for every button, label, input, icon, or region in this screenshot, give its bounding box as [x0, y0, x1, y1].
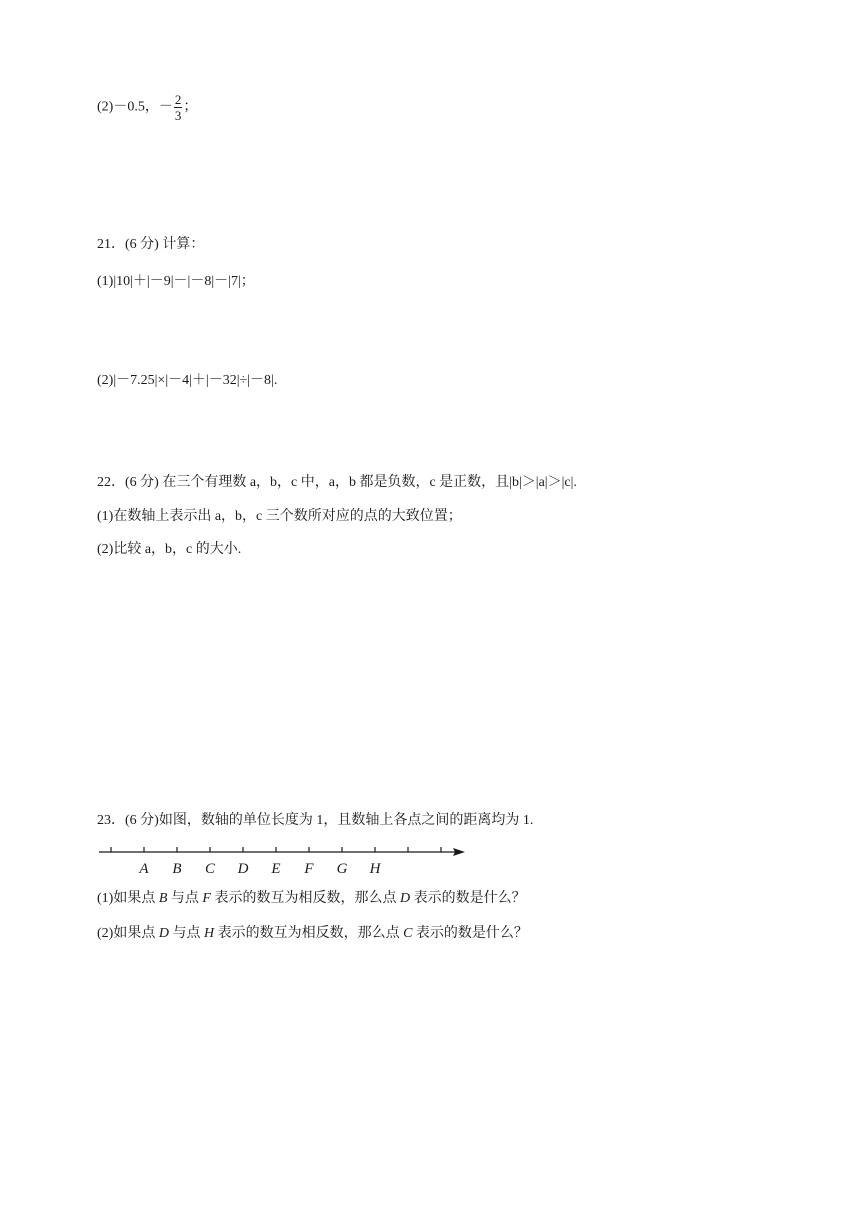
- q20-part2-suffix: ；: [183, 99, 198, 115]
- q23-part1-text: 表示的数互为相反数，那么点: [210, 891, 400, 906]
- q20-part2-prefix: (2)－0.5，－: [97, 99, 173, 115]
- fraction-denominator: 3: [174, 108, 182, 123]
- number-line-label-h: H: [369, 861, 381, 877]
- q21-part1: (1)|10|＋|－9|－|－8|－|7|；: [97, 274, 255, 289]
- q23-part1: [97, 890, 526, 908]
- q23-part1-text: (1)如果点: [97, 891, 159, 906]
- point-h-label: H: [203, 926, 215, 941]
- number-line-ticks: [111, 847, 441, 852]
- q22-part1: (1)在数轴上表示出 a，b，c 三个数所对应的点的大致位置；: [97, 509, 462, 524]
- q23-part2-text: 与点: [168, 926, 204, 941]
- point-d-label: D: [158, 926, 169, 941]
- q20-part2: [97, 92, 197, 123]
- q21-part2: (2)|－7.25|×|－4|＋|－32|÷|－8|.: [97, 373, 278, 388]
- q21-title: 21．(6 分) 计算：: [97, 237, 205, 252]
- number-line-labels: [138, 861, 381, 877]
- q23-part1-text: 表示的数是什么？: [410, 891, 526, 906]
- number-line: [97, 840, 467, 880]
- fraction-numerator: 2: [174, 92, 182, 107]
- point-c-label: C: [403, 926, 413, 941]
- number-line-label-a: A: [139, 861, 149, 877]
- number-line-label-c: C: [204, 861, 216, 877]
- fraction: [174, 92, 183, 123]
- point-d-label: D: [399, 891, 411, 906]
- number-line-label-g: G: [336, 861, 348, 877]
- q22-part2: (2)比较 a，b，c 的大小.: [97, 542, 242, 557]
- q22-title: 22．(6 分) 在三个有理数 a，b，c 中，a，b 都是负数，c 是正数，且|b|＞|a|＞|c|.: [97, 475, 577, 490]
- number-line-label-d: D: [237, 861, 249, 877]
- q23-part2-text: 表示的数是什么？: [412, 926, 528, 941]
- point-f-label: F: [202, 891, 211, 906]
- number-line-label-f: F: [304, 861, 314, 877]
- q23-part2: [97, 925, 528, 943]
- number-line-label-b: B: [172, 861, 182, 877]
- q23-part2-text: 表示的数互为相反数，那么点: [214, 926, 404, 941]
- point-b-label: B: [158, 891, 168, 906]
- q23-part1-text: 与点: [167, 891, 203, 906]
- number-line-label-e: E: [271, 861, 281, 877]
- number-line-figure: [97, 840, 467, 880]
- q23-title: 23．(6 分)如图，数轴的单位长度为 1，且数轴上各点之间的距离均为 1.: [97, 813, 534, 828]
- q23-part2-text: (2)如果点: [97, 926, 159, 941]
